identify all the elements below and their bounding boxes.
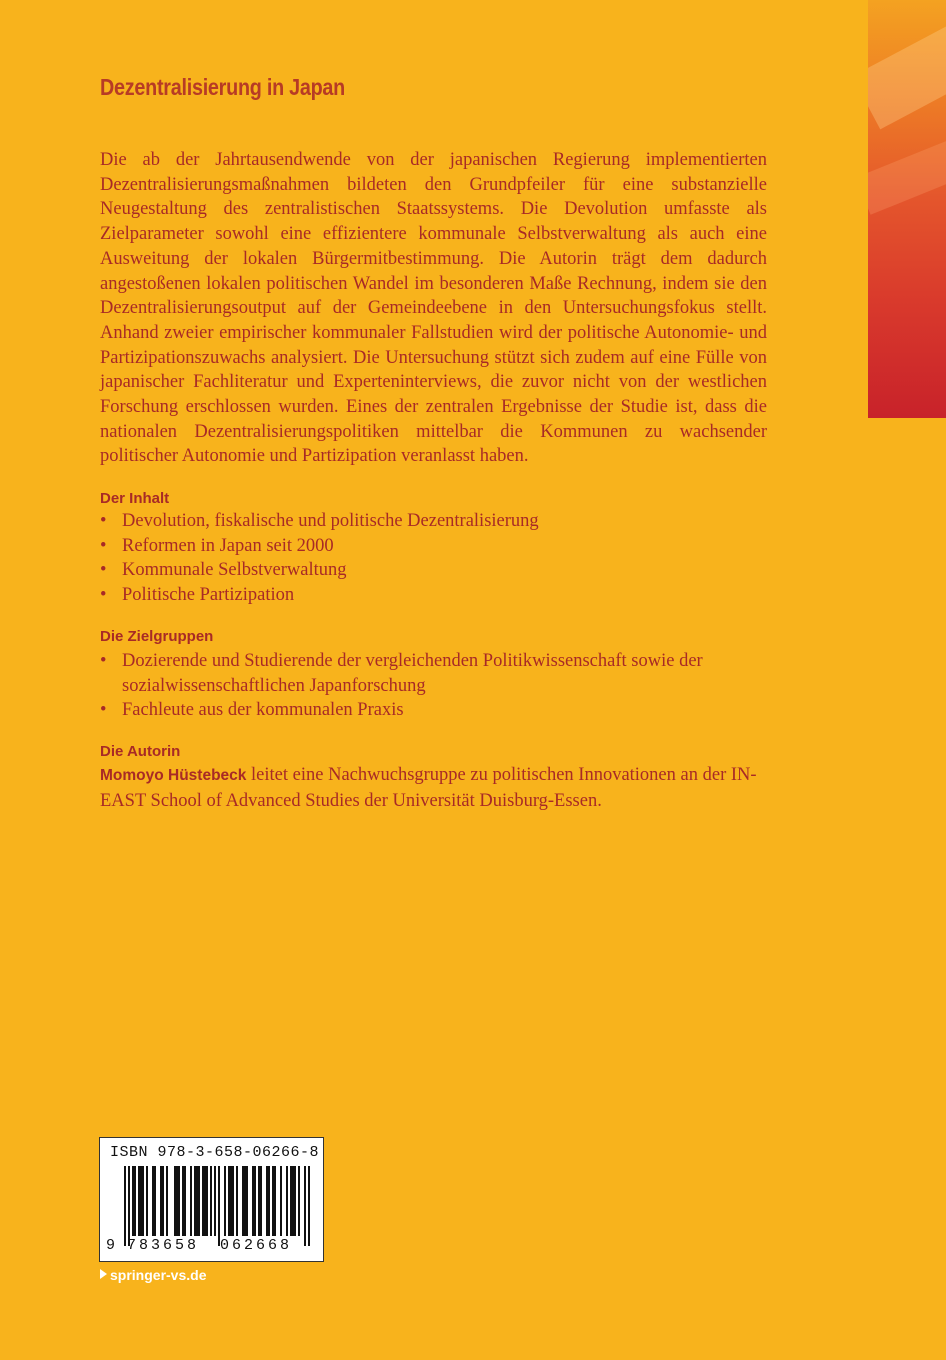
barcode-bar <box>142 1166 144 1236</box>
list-item: • Dozierende und Studierende der vergleichenden Politikwissenschaft sowie der sozialwissenschaftlichen Japanforschung <box>100 649 780 698</box>
barcode-bar <box>272 1166 274 1236</box>
author-description: leitet eine Nachwuchsgruppe zu politischen Innovationen an der IN-EAST School of Advanced Studies der Universität Duisburg-Essen. <box>100 765 757 811</box>
barcode-bar <box>196 1166 198 1236</box>
inhalt-list <box>100 509 780 608</box>
zielgruppen-list <box>100 649 780 723</box>
barcode-bar <box>266 1166 268 1236</box>
barcode-bar <box>308 1166 310 1246</box>
barcode-bar <box>162 1166 164 1236</box>
barcode-bar <box>286 1166 288 1236</box>
barcode-bar <box>154 1166 156 1236</box>
barcode-bar <box>206 1166 208 1236</box>
barcode-bar <box>274 1166 276 1236</box>
isbn-digits-left: 783658 <box>127 1237 200 1254</box>
stripe-sheen <box>868 125 946 215</box>
barcode-bar <box>244 1166 246 1236</box>
barcode-bar <box>246 1166 248 1236</box>
list-item: • Devolution, fiskalische und politische Dezentralisierung <box>100 509 780 534</box>
barcode-bar <box>132 1166 134 1236</box>
barcode-bar <box>128 1166 130 1246</box>
barcode-bar <box>138 1166 140 1236</box>
barcode-bar <box>230 1166 232 1236</box>
publisher-url: springer-vs.de <box>110 1267 207 1283</box>
section-heading-inhalt: Der Inhalt <box>100 490 170 507</box>
barcode-bar <box>214 1166 216 1236</box>
barcode-bar <box>224 1166 226 1236</box>
arrow-right-icon <box>100 1269 107 1279</box>
author-name: Momoyo Hüstebeck <box>100 767 247 784</box>
barcode-bar <box>280 1166 282 1236</box>
barcode-bar <box>134 1166 136 1236</box>
section-heading-autorin: Die Autorin <box>100 743 181 760</box>
section-heading-zielgruppen: Die Zielgruppen <box>100 628 214 645</box>
barcode-bar <box>228 1166 230 1236</box>
barcode-bar <box>198 1166 200 1236</box>
barcode-bar <box>124 1166 126 1246</box>
barcode-bar <box>194 1166 196 1236</box>
list-item: • Politische Partizipation <box>100 583 780 608</box>
barcode-bar <box>298 1166 300 1236</box>
publisher-link[interactable] <box>100 1267 206 1283</box>
isbn-digit-lead: 9 <box>106 1237 116 1254</box>
barcode-bar <box>204 1166 206 1236</box>
list-item: • Fachleute aus der kommunalen Praxis <box>100 698 780 723</box>
barcode-bar <box>152 1166 154 1236</box>
barcode-bar <box>242 1166 244 1236</box>
barcode-bar <box>292 1166 294 1236</box>
abstract-paragraph: Die ab der Jahrtausendwende von der japanischen Regierung implementierten Dezentralisierungsmaßnahmen bildeten den Grundpfeiler für eine substanzielle Neugestaltung des zentralistischen Staatssystems. Die Devolution umfasste als Zielparameter sowohl eine effizientere kommunale Selbstverwaltung als auch eine Ausweitung der lokalen Bürgermitbestimmung. Die Autorin trägt dem dadurch angestoßenen lokalen politischen Wandel im besonderen Maße Rechnung, indem sie den Dezentralisierungsoutput auf der Gemeindeebene in den Untersuchungsfokus stellt. Anhand zweier empirischer kommunaler Fallstudien wird der politische Autonomie- und Partizipationszuwachs analysiert. Die Untersuchung stützt sich zudem auf eine Fülle von japanischer Fachliteratur und Experteninterviews, die zuvor nicht von der westlichen Forschung erschlossen wurden. Eines der zentralen Ergebnisse der Studie ist, dass die nationalen Dezentralisierungspolitiken mittelbar die Kommunen zu wachsender politischer Autonomie und Partizipation veranlasst haben. <box>100 150 767 467</box>
barcode-bar <box>232 1166 234 1236</box>
list-item: • Reformen in Japan seit 2000 <box>100 534 780 559</box>
barcode-bar <box>236 1166 238 1236</box>
barcode-bar <box>260 1166 262 1236</box>
barcode-bar <box>304 1166 306 1246</box>
barcode-bar <box>202 1166 204 1236</box>
barcode-bar <box>290 1166 292 1236</box>
list-item: • Kommunale Selbstverwaltung <box>100 558 780 583</box>
barcode-bar <box>182 1166 184 1236</box>
barcode-bar <box>258 1166 260 1236</box>
barcode-bar <box>252 1166 254 1236</box>
barcode-bar <box>166 1166 168 1236</box>
barcode-bar <box>140 1166 142 1236</box>
barcode-bar <box>268 1166 270 1236</box>
barcode-bar <box>174 1166 176 1236</box>
decorative-gradient-stripe <box>868 0 946 418</box>
isbn-barcode <box>99 1137 324 1262</box>
book-title: Dezentralisierung in Japan <box>100 74 346 100</box>
author-bio <box>100 763 780 813</box>
isbn-digits-right: 062668 <box>220 1237 293 1254</box>
barcode-bar <box>254 1166 256 1236</box>
barcode-bar <box>190 1166 192 1236</box>
barcode-bar <box>176 1166 178 1236</box>
barcode-bar <box>146 1166 148 1236</box>
barcode-bar <box>178 1166 180 1236</box>
barcode-bar <box>294 1166 296 1236</box>
barcode-bar <box>218 1166 220 1246</box>
barcode-bar <box>160 1166 162 1236</box>
stripe-sheen <box>868 11 946 130</box>
isbn-label: ISBN 978-3-658-06266-8 <box>110 1144 320 1161</box>
barcode-bar <box>184 1166 186 1236</box>
barcode-bar <box>210 1166 212 1236</box>
